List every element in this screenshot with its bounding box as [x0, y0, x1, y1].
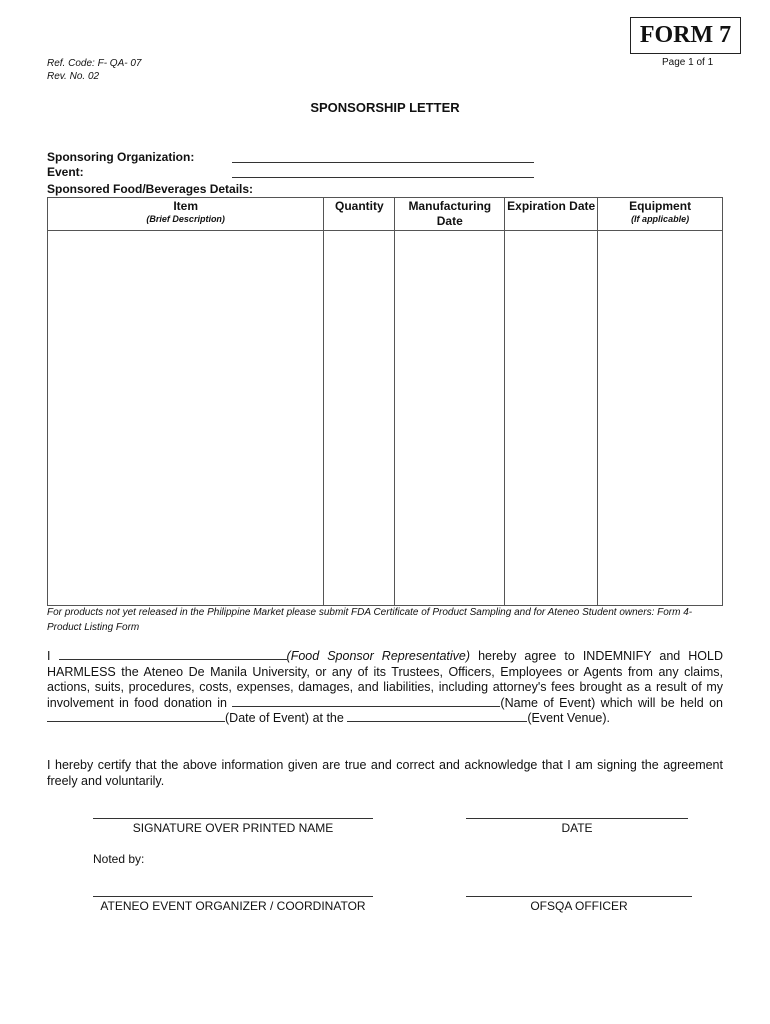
organizer-signature-line[interactable]	[93, 896, 373, 897]
table-header-row	[48, 198, 723, 231]
column-label: Expiration Date	[507, 199, 596, 213]
agreement-start: I	[47, 649, 51, 663]
document-title: SPONSORSHIP LETTER	[310, 100, 460, 115]
signature-label: SIGNATURE OVER PRINTED NAME	[132, 821, 334, 835]
manufacturing-date-cell[interactable]	[395, 231, 505, 606]
column-label: Manufacturing Date	[408, 199, 492, 228]
date-line[interactable]	[466, 818, 688, 819]
ref-block	[47, 57, 141, 83]
form-number-box: FORM 7	[630, 17, 741, 54]
agreement-paragraph	[47, 649, 723, 727]
event-field[interactable]	[232, 177, 534, 178]
date-label: DATE	[561, 821, 593, 835]
officer-label: OFSQA OFFICER	[530, 899, 628, 913]
representative-role: (Food Sponsor Representative)	[286, 649, 471, 663]
officer-signature-line[interactable]	[466, 896, 692, 897]
column-header-quantity	[324, 198, 395, 231]
organization-field[interactable]	[232, 162, 534, 163]
column-header-expiration-date	[505, 198, 598, 231]
event-label: Event:	[47, 165, 84, 179]
details-label: Sponsored Food/Beverages Details:	[47, 182, 254, 196]
product-note: For products not yet released in the Philippine Market please submit FDA Certificate of Product Sampling and for Ateneo Student owners: Form 4- Product Listing Form	[47, 607, 693, 633]
noted-by-label: Noted by:	[93, 852, 145, 866]
organizer-label: ATENEO EVENT ORGANIZER / COORDINATOR	[100, 899, 366, 913]
item-cell[interactable]	[48, 231, 324, 606]
held-on-text: which will be held on	[600, 695, 723, 710]
equipment-cell[interactable]	[598, 231, 723, 606]
column-label: Item	[173, 199, 199, 213]
column-label: Equipment	[629, 199, 692, 213]
column-header-equipment	[598, 198, 723, 231]
event-venue-label: (Event Venue).	[527, 711, 611, 725]
quantity-cell[interactable]	[324, 231, 395, 606]
table-row	[48, 231, 723, 606]
organization-label: Sponsoring Organization:	[47, 150, 195, 164]
column-header-item	[48, 198, 324, 231]
column-sublabel: (Brief Description)	[146, 214, 225, 224]
column-header-manufacturing-date	[395, 198, 505, 231]
page-number: Page 1 of 1	[662, 57, 714, 68]
representative-field[interactable]	[59, 649, 287, 660]
event-name-field[interactable]	[232, 696, 500, 707]
certification-paragraph: I hereby certify that the above information given are true and correct and acknowledge that I am signing the agreement freely and voluntarily.	[47, 758, 723, 788]
event-date-label: (Date of Event)	[225, 711, 310, 725]
column-label: Quantity	[335, 199, 384, 213]
column-sublabel: (If applicable)	[631, 214, 690, 224]
event-venue-field[interactable]	[347, 711, 527, 722]
rev-no: Rev. No. 02	[47, 71, 100, 82]
agreement-body: hereby agree to INDEMNIFY and HOLD HARMLESS the Ateneo De Manila University, or any of its Trustees, Officers, Employees or Agents from any claims, actions, suits, procedures, costs, expenses, damages, and liabilities, including attorney's fees brought as a result of my involvement in food donation in	[47, 649, 724, 710]
event-date-field[interactable]	[47, 711, 225, 722]
items-table	[47, 197, 723, 606]
expiration-date-cell[interactable]	[505, 231, 598, 606]
ref-code: Ref. Code: F- QA- 07	[47, 58, 142, 69]
at-the-text: at the	[312, 711, 344, 725]
signature-line[interactable]	[93, 818, 373, 819]
event-name-label: (Name of Event)	[500, 695, 596, 710]
